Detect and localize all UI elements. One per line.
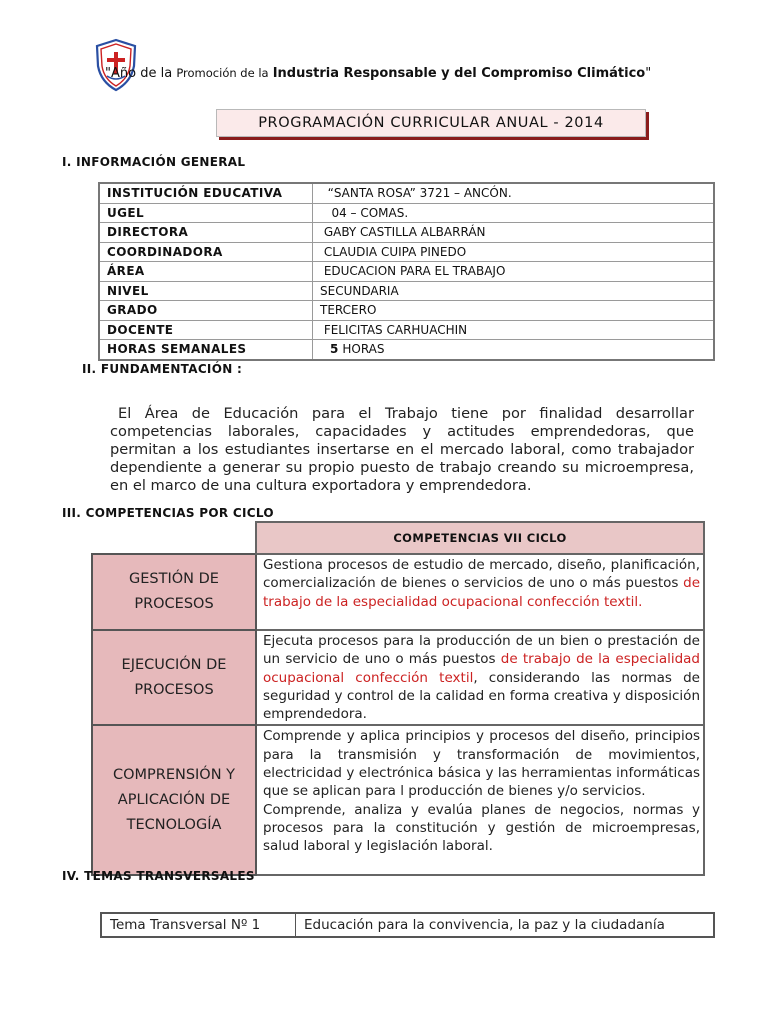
info-row — [99, 262, 714, 282]
document-title — [216, 109, 646, 137]
info-row — [99, 281, 714, 301]
info-value: FELICITAS CARHUACHIN — [313, 320, 715, 340]
description-text: Gestiona procesos de estudio de mercado, diseño, planificación, comercialización de bienes o servicios de uno o más puestos — [263, 557, 700, 592]
capacidad-cell — [92, 725, 256, 875]
blank-cell — [92, 522, 256, 554]
competencia-row — [92, 725, 704, 875]
document-title-text: PROGRAMACIÓN CURRICULAR ANUAL - 2014 — [258, 115, 604, 131]
year-motto — [105, 66, 651, 81]
info-value: GABY CASTILLA ALBARRÁN — [313, 223, 715, 243]
info-row — [99, 203, 714, 223]
capacidad-label: EJECUCIÓN DE — [121, 656, 227, 673]
info-value: “SANTA ROSA” 3721 – ANCÓN. — [313, 183, 715, 203]
section-heading-fundamentacion: II. FUNDAMENTACIÓN : — [82, 362, 243, 376]
info-row — [99, 242, 714, 262]
info-label: DOCENTE — [99, 320, 313, 340]
info-row — [99, 183, 714, 203]
info-label: INSTITUCIÓN EDUCATIVA — [99, 183, 313, 203]
motto-mid: Promoción de la — [176, 66, 269, 80]
info-row — [99, 320, 714, 340]
capacidad-cell — [92, 554, 256, 630]
competencias-header: COMPETENCIAS VII CICLO — [256, 522, 704, 554]
temas-table — [100, 912, 715, 938]
info-value: EDUCACION PARA EL TRABAJO — [313, 262, 715, 282]
info-label: ÁREA — [99, 262, 313, 282]
motto-open: "Año de la — [105, 66, 173, 81]
info-table — [98, 182, 715, 361]
school-crest-icon — [93, 38, 139, 92]
tema-label: Tema Transversal Nº 1 — [101, 913, 296, 937]
tema-row — [101, 913, 714, 937]
capacidad-label: GESTIÓN DE — [129, 571, 219, 587]
fundamentacion-text — [110, 405, 694, 495]
motto-close: " — [645, 66, 652, 81]
hours-unit: HORAS — [342, 342, 385, 357]
info-value: 04 – COMAS. — [313, 203, 715, 223]
capacidad-cell — [92, 630, 256, 725]
section-heading-competencias: III. COMPETENCIAS POR CICLO — [62, 506, 274, 520]
capacidad-label: TECNOLOGÍA — [126, 816, 222, 833]
competencia-description — [256, 630, 704, 725]
description-text: , considerando las normas de seguridad y control de la calidad en forma creativa y disposición emprendedora. — [263, 669, 700, 723]
info-label: DIRECTORA — [99, 223, 313, 243]
description-text: Ejecuta procesos para la producción de un bien o prestación de un servicio de uno o más puestos — [263, 633, 700, 668]
competencia-row — [92, 630, 704, 725]
competencia-row — [92, 554, 704, 630]
competencia-description — [256, 554, 704, 630]
capacidad-label: PROCESOS — [134, 681, 214, 698]
competencias-header-row — [92, 522, 704, 554]
section-heading-temas: IV. TEMAS TRANSVERSALES — [62, 869, 255, 883]
description-text: Comprende, analiza y evalúa planes de negocios, normas y procesos para la constitución y gestión de microempresas, salud laboral y legislación laboral. — [263, 801, 700, 855]
description-text: Comprende y aplica principios y procesos del diseño, principios para la transmisión y transformación de movimientos, electricidad y electrónica básica y las herramientas informáticas que se aplican para l producción de bienes y/o servicios. — [263, 728, 700, 800]
fundamentacion-paragraph: El Área de Educación para el Trabajo tiene por finalidad desarrollar competencias laborales, capacidades y actitudes emprendedoras, que permitan a los estudiantes insertarse en el mercado laboral, como trabajador dependiente a generar su propio puesto de trabajo creando su microempresa, en el marco de una cultura exportadora y emprendedora. — [110, 405, 694, 494]
description-highlight: de trabajo de la especialidad ocupacional confección textil — [263, 651, 700, 686]
info-label: COORDINADORA — [99, 242, 313, 262]
competencia-description — [256, 725, 704, 875]
tema-value: Educación para la convivencia, la paz y la ciudadanía — [296, 913, 715, 937]
description-highlight: de trabajo de la especialidad ocupacional confección textil. — [263, 575, 700, 610]
info-value: TERCERO — [313, 301, 715, 321]
capacidad-label: PROCESOS — [134, 596, 214, 612]
info-label: HORAS SEMANALES — [99, 340, 313, 360]
hours-number: 5 — [330, 342, 339, 357]
info-row — [99, 301, 714, 321]
info-value: SECUNDARIA — [313, 281, 715, 301]
info-value — [313, 340, 715, 360]
info-row — [99, 223, 714, 243]
info-row — [99, 340, 714, 360]
capacidad-label: COMPRENSIÓN Y — [112, 766, 236, 783]
motto-bold: Industria Responsable y del Compromiso Climático — [272, 66, 646, 81]
info-value: CLAUDIA CUIPA PINEDO — [313, 242, 715, 262]
capacidad-label: APLICACIÓN DE — [117, 791, 231, 808]
section-heading-informacion: I. INFORMACIÓN GENERAL — [62, 155, 246, 169]
info-label: UGEL — [99, 203, 313, 223]
competencias-table — [91, 521, 705, 876]
info-label: NIVEL — [99, 281, 313, 301]
info-label: GRADO — [99, 301, 313, 321]
